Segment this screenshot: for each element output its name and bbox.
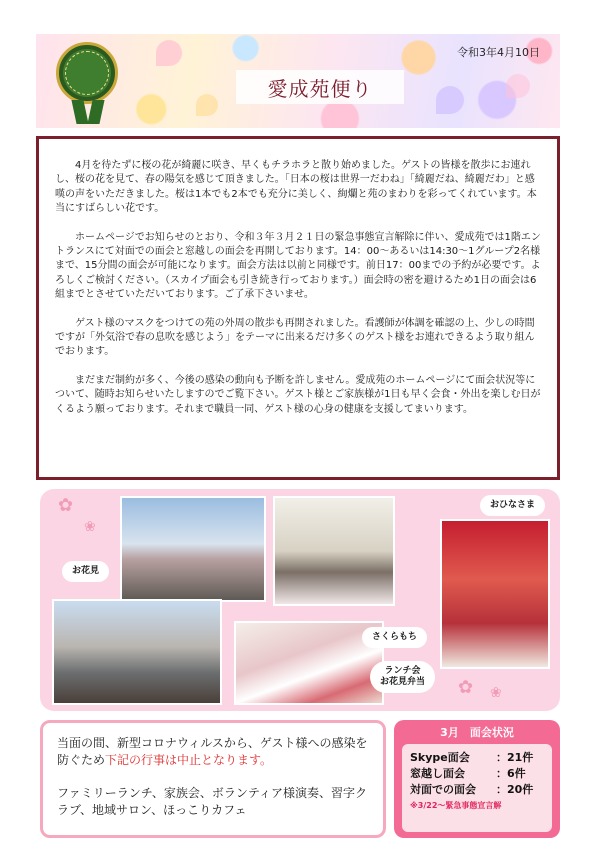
- notice-text: [57, 735, 371, 769]
- label-hinamatsuri: おひなさま: [480, 495, 545, 516]
- paragraph-walks: ゲスト様のマスクをつけての苑の外周の散歩も再開されました。看護師が体調を確認の上、少しの時間ですが「外気浴で春の息吹を感じよう」をテーマに出来るだけ多くのゲスト様をお連れできるよう取り組んでおります。: [55, 317, 535, 358]
- status-row-in-person: [410, 782, 544, 798]
- visit-status-panel: [402, 744, 552, 832]
- newsletter-header: [36, 34, 560, 128]
- notice-line1: 当面の間、新型コロナウィルスから、ゲスト様への感染を防ぐため: [57, 736, 368, 767]
- status-row-window: [410, 766, 544, 782]
- status-value: ：20件: [496, 783, 534, 796]
- label-lunch-line2: お花見弁当: [380, 677, 426, 687]
- status-value: ：21件: [496, 751, 534, 764]
- visit-status-box: [394, 720, 560, 838]
- cancellation-notice: [40, 720, 386, 838]
- notice-cancel-alert: 下記の行事は中止となります。: [105, 753, 273, 767]
- visit-status-title: 3月 面会状況: [440, 726, 514, 739]
- newsletter-title: 愛成苑便り: [236, 70, 404, 104]
- status-note: ※3/22～緊急事態宣言解: [410, 801, 502, 810]
- photo-hina-dolls: [440, 519, 550, 669]
- award-badge-icon: [56, 42, 118, 104]
- photo-cherry-blossom-walk: [120, 496, 266, 602]
- flower-icon: ❀: [490, 685, 502, 701]
- photo-collage: [40, 489, 560, 711]
- flower-icon: ✿: [58, 495, 74, 516]
- status-label: Skype面会: [410, 751, 470, 764]
- flower-icon: ✿: [458, 677, 474, 698]
- status-label: 窓越し面会: [410, 767, 465, 780]
- label-lunch: [370, 661, 435, 693]
- paragraph-visits: ホームページでお知らせのとおり、令和３年３月２１日の緊急事態宣言解除に伴い、愛成苑では1階エントランスにて対面での面会と窓越しの面会を再開しております。14：00～あるいは14:30～1グループ2名様まで、15分間の面会が可能になります。面会方法は以前と同様です。前日17：00までの予約が必要です。よろしくご検討ください。（スカイプ面会も引き続き行っております。）面会時の密を避けるため1日の面会は6組までとさせていただいております。ご了承下さいませ。: [55, 231, 541, 301]
- label-lunch-line1: ランチ会: [384, 666, 421, 676]
- label-sakuramochi: さくらもち: [362, 627, 427, 648]
- flower-icon: ❀: [84, 519, 96, 535]
- photo-guest-with-dessert: [273, 496, 395, 606]
- cancelled-events-list: ファミリーランチ、家族会、ボランティア様演奏、習字クラブ、地域サロン、ほっこりカフェ: [57, 786, 367, 817]
- issue-date: 令和3年4月10日: [457, 46, 540, 59]
- status-row-skype: [410, 750, 544, 766]
- paragraph-closing: まだまだ制約が多く、今後の感染の動向も予断を許しません。愛成苑のホームページにて面会状況等について、随時お知らせいたしますのでご覧下さい。ゲスト様とご家族様が1日も早く会食・外出を楽しむ日がくるよう願っております。それまで職員一同、ゲスト様の心身の健康を支援してまいります。: [55, 374, 541, 415]
- photo-wheelchair-walk: [52, 599, 222, 705]
- status-value: ：6件: [496, 767, 526, 780]
- main-letter: [36, 136, 560, 480]
- status-label: 対面での面会: [410, 783, 476, 796]
- paragraph-sakura: 4月を待たずに桜の花が綺麗に咲き、早くもチラホラと散り始めました。ゲストの皆様を散歩にお連れし、桜の花を見て、春の陽気を感じて頂きました。「日本の桜は世界一だわね」「綺麗だね、綺麗だわ」と感嘆の声をいただきました。桜は1本でも2本でも充分に美しく、絢爛と苑のまわりを彩ってくれています。本当にすばらしい花です。: [55, 160, 537, 215]
- label-ohanami: お花見: [62, 561, 109, 582]
